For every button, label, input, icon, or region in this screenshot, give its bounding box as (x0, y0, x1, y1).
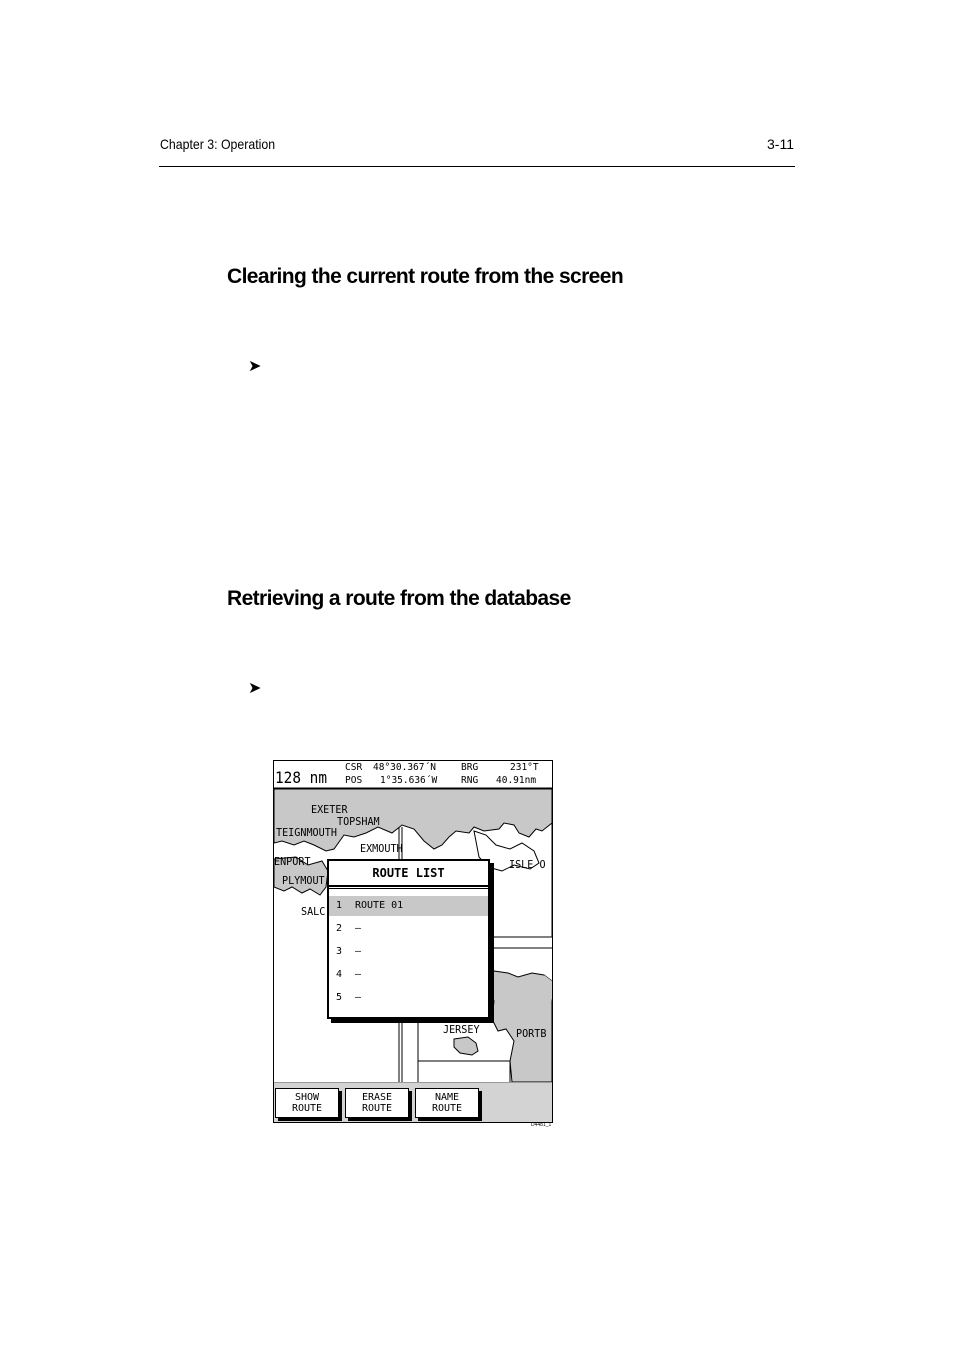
place-label-isle: ISLE O (509, 858, 546, 871)
route-name: – (355, 969, 362, 980)
figure-code: D4481_1 (531, 1122, 552, 1128)
name-route-softkey[interactable] (415, 1088, 479, 1118)
place-label-jersey: JERSEY (443, 1023, 480, 1036)
route-list-item[interactable] (329, 896, 488, 916)
chart-range: 128 nm (275, 768, 328, 787)
bullet-arrow-icon: ➤ (248, 358, 262, 375)
brg-label: BRG (461, 762, 479, 773)
route-name: – (355, 992, 362, 1003)
route-name: – (355, 946, 362, 957)
route-number: 4 (336, 969, 343, 980)
rng-value: 40.91nm (496, 775, 537, 786)
softkey-bar (274, 1082, 552, 1123)
chartplotter-screen (273, 760, 553, 1123)
route-name: ROUTE 01 (355, 900, 404, 911)
csr-label: CSR (345, 762, 363, 773)
softkey-line: ROUTE (291, 1103, 323, 1114)
show-route-softkey[interactable] (275, 1088, 339, 1118)
route-list-item[interactable] (329, 988, 488, 1008)
route-list-title-rule (329, 888, 488, 889)
route-list-title: ROUTE LIST (329, 861, 488, 887)
place-label-salcombe: SALC (301, 905, 326, 918)
running-header-page-number: 3-11 (767, 136, 794, 152)
softkey-line: NAME (434, 1092, 460, 1103)
header-rule (159, 166, 795, 167)
route-name: – (355, 923, 362, 934)
brg-value: 231°T (510, 762, 539, 773)
place-label-exeter: EXETER (311, 803, 348, 816)
route-list-item[interactable] (329, 919, 488, 939)
softkey-line: SHOW (294, 1092, 320, 1103)
route-number: 1 (336, 900, 343, 911)
softkey-line: ROUTE (361, 1103, 393, 1114)
place-label-portb: PORTB (516, 1027, 547, 1040)
place-label-topsham: TOPSHAM (337, 815, 380, 828)
csr-value: 48°30.367´N (373, 762, 436, 773)
place-label-enport: ENPORT (274, 855, 311, 868)
place-label-teignmouth: TEIGNMOUTH (276, 826, 337, 839)
rng-label: RNG (461, 775, 479, 786)
softkey-line: ERASE (361, 1092, 393, 1103)
bullet-arrow-icon: ➤ (248, 680, 262, 697)
pos-label: POS (345, 775, 363, 786)
route-number: 2 (336, 923, 343, 934)
route-list-dialog (327, 859, 490, 1019)
place-label-exmouth: EXMOUTH (360, 842, 403, 855)
route-list-item[interactable] (329, 942, 488, 962)
route-list-item[interactable] (329, 965, 488, 985)
route-number: 5 (336, 992, 343, 1003)
section-heading-clearing: Clearing the current route from the screen (227, 265, 624, 288)
softkey-line: ROUTE (431, 1103, 463, 1114)
erase-route-softkey[interactable] (345, 1088, 409, 1118)
section-heading-retrieving: Retrieving a route from the database (227, 587, 571, 610)
pos-value: 1°35.636´W (380, 775, 438, 786)
place-label-plymouth: PLYMOUT (282, 874, 325, 887)
route-number: 3 (336, 946, 343, 957)
running-header-chapter: Chapter 3: Operation (160, 136, 276, 152)
